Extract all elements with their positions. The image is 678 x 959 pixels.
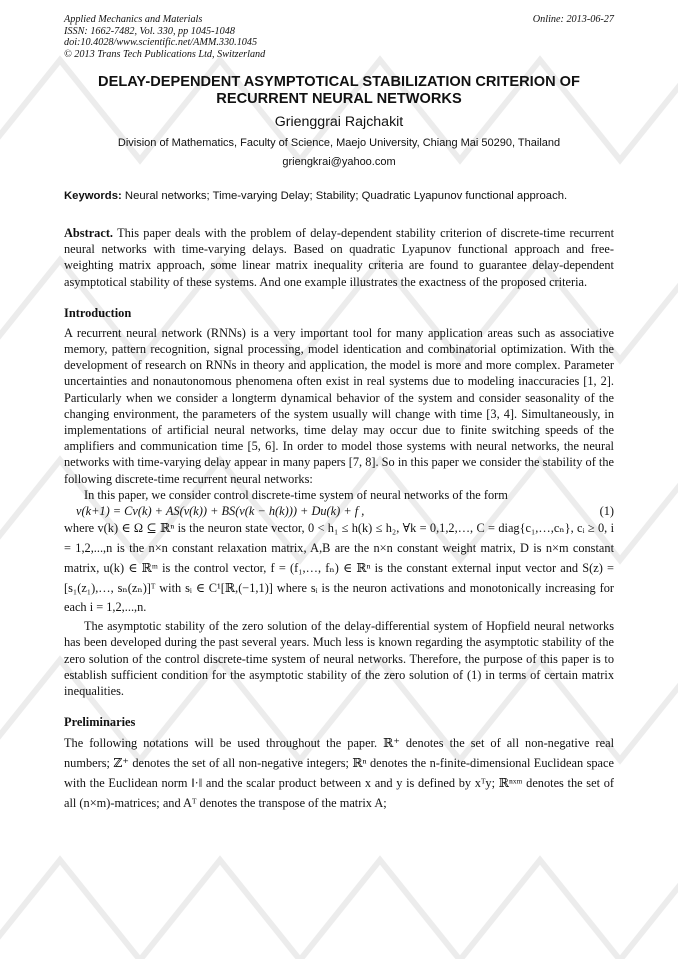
abstract-text: This paper deals with the problem of delay-dependent stability criterion of discrete-time recurrent neural networks with time-varying delays. Based on quadratic Lyapunov functional approach and free-weighting matrix approach, some linear matrix inequality criteria are found to guarantee delay-dependent asymptotical stability of these systems. And one example illustrates the exactness of the proposed criteria. bbox=[64, 226, 614, 289]
intro-paragraph-1: A recurrent neural network (RNNs) is a very important tool for many application areas such as associative memory, pattern recognition, signal processing, model identication and combinatorial optimization. With the development of research on RNNs in theory and application, the model is more and more complex. Parameter uncertainties and nonautonomous phenomena often exist in real systems due to modeling inaccuracies [1, 2]. Particularly when we consider a longterm dynamical behavior of the system and consider seasonality of the changing environment, the parameters of the system usually will change with time [3, 4]. Simultaneously, in implementations of artificial neural networks, time delay may occur due to finite switching speeds of the amplifiers and communication time [5, 6]. In order to model those systems with neural networks, the neural networks with time-varying delay appear in many papers [7, 8]. So in this paper we consider the stability of the following discrete-time recurrent neural networks: bbox=[64, 325, 614, 486]
intro-paragraph-2: In this paper, we consider control discrete-time system of neural networks of the form bbox=[84, 487, 508, 502]
copyright-line: © 2013 Trans Tech Publications Ltd, Switzerland bbox=[64, 48, 266, 60]
journal-name: Applied Mechanics and Materials bbox=[64, 14, 203, 25]
doi-line: doi:10.4028/www.scientific.net/AMM.330.1045 bbox=[64, 37, 258, 48]
introduction-heading: Introduction bbox=[64, 305, 132, 320]
where-paragraph: where v(k) ∈ Ω ⊆ ℝⁿ is the neuron state vector, 0 < h₁ ≤ h(k) ≤ h₂, ∀k = 0,1,2,…, C = diag{c₁,…,cₙ}, cᵢ ≥ 0, i = 1,2,...,n is the n×n constant relaxation matrix, A,B are the n×n constant weight matrix, D is n×m constant matrix, u(k) ∈ ℝᵐ is the control vector, f = (f₁,…, fₙ) ∈ ℝⁿ is the constant external input vector and S(z) = [s₁(z₁),…, sₙ(zₙ)]ᵀ with sᵢ ∈ C¹[ℝ,(−1,1)] where sᵢ is the neuron activations and monotonically increasing for each i = 1,2,...,n. bbox=[64, 521, 614, 615]
intro-paragraph-3: The asymptotic stability of the zero solution of the delay-differential system of Hopfield neural networks has been developed during the past several years. Much less is known regarding the asymptotic stability of the zero solution of the control discrete-time system of neural networks. Therefore, the purpose of this paper is to establish sufficient condition for the asymptotic stability of the zero solution of (1) in terms of certain matrix inequalities. bbox=[64, 619, 614, 699]
keywords-text: Neural networks; Time-varying Delay; Stability; Quadratic Lyapunov functional approach. bbox=[121, 190, 568, 202]
journal-header bbox=[64, 14, 614, 60]
issn-line: ISSN: 1662-7482, Vol. 330, pp 1045-1048 bbox=[64, 25, 235, 37]
keywords bbox=[64, 188, 614, 204]
affiliation: Division of Mathematics, Faculty of Science, Maejo University, Chiang Mai 50290, Thailand bbox=[117, 137, 561, 149]
online-date: Online: 2013-06-27 bbox=[532, 14, 614, 25]
preliminaries-heading: Preliminaries bbox=[64, 715, 136, 730]
author-email[interactable]: griengkrai@yahoo.com bbox=[282, 156, 396, 168]
abstract-label: Abstract. bbox=[64, 226, 114, 240]
equation-number: (1) bbox=[599, 504, 614, 519]
keywords-label: Keywords: bbox=[64, 190, 122, 202]
preliminaries-paragraph: The following notations will be used throughout the paper. ℝ⁺ denotes the set of all non-negative real numbers; ℤ⁺ denotes the set of all non-negative integers; ℝⁿ denotes the n-finite-dimensional Euclidean space with the Euclidean norm ‖·‖ and the scalar product between x and y is defined by xᵀy; ℝⁿˣᵐ denotes the set of all (n×m)-matrices; and Aᵀ denotes the transpose of the matrix A; bbox=[64, 736, 614, 810]
title-line-1: DELAY-DEPENDENT ASYMPTOTICAL STABILIZATION CRITERION OF bbox=[98, 74, 580, 90]
paper-title bbox=[64, 74, 614, 108]
equation-1 bbox=[64, 503, 614, 519]
abstract bbox=[64, 225, 614, 290]
title-line-2: RECURRENT NEURAL NETWORKS bbox=[216, 91, 462, 107]
equation-body: v(k+1) = Cv(k) + AS(v(k)) + BS(v(k − h(k))) + Du(k) + f , bbox=[76, 504, 365, 519]
author-name: Grienggrai Rajchakit bbox=[274, 114, 404, 130]
